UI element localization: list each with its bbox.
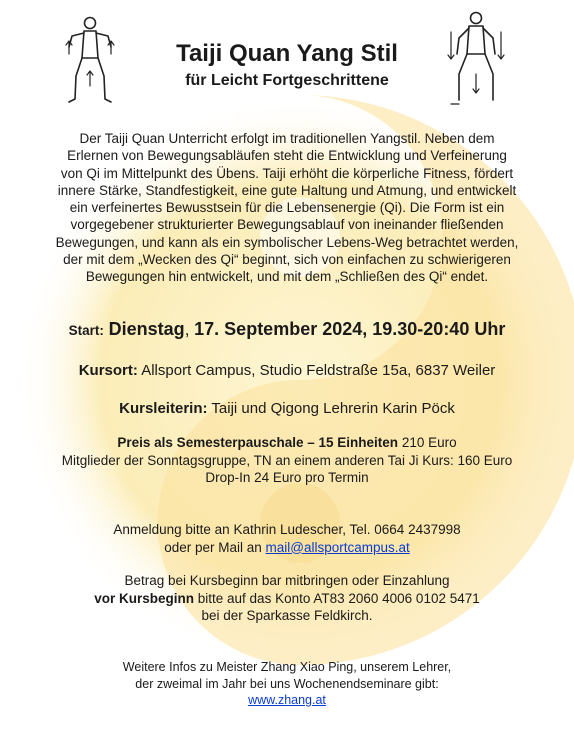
- intro-line: innere Stärke, Standfestigkeit, eine gute Haltung und Atmung, und entwickelt: [57, 182, 517, 198]
- intro-line: Der Taiji Quan Unterricht erfolgt im traditionellen Yangstil. Neben dem: [79, 131, 495, 146]
- contact-block: [0, 521, 574, 556]
- start-label: Start:: [68, 323, 104, 338]
- contact-phone-line: Anmeldung bitte an Kathrin Ludescher, Tel. 0664 2437998: [113, 522, 461, 537]
- price-value: 210 Euro: [401, 435, 457, 450]
- intro-line: von Qi im Mittelpunkt des Übens. Taiji erhöht die körperliche Fitness, fördert: [60, 165, 514, 181]
- start-separator: ,: [184, 320, 190, 339]
- price-dropin-line: Drop-In 24 Euro pro Termin: [205, 470, 369, 485]
- payment-line-3: bei der Sparkasse Feldkirch.: [201, 608, 373, 623]
- info-block: [0, 659, 574, 709]
- start-date-line: [0, 317, 574, 343]
- intro-paragraph: [14, 130, 560, 286]
- kursort-line: [0, 361, 574, 380]
- kursort-label: Kursort:: [78, 362, 138, 379]
- intro-line: vorgegebener strukturierter Bewegungsablauf von ineinander fließenden: [70, 217, 504, 233]
- price-block: [0, 434, 574, 487]
- page-subtitle: für Leicht Fortgeschrittene: [185, 72, 389, 89]
- intro-line: der mit dem „Wecken des Qi“ beginnt, sich von einfachen zu schwierigeren: [63, 252, 511, 268]
- info-line-2: der zweimal im Jahr bei uns Wochenendseminare gibt:: [135, 676, 439, 691]
- price-members-line: Mitglieder der Sonntagsgruppe, TN an einem anderen Tai Ji Kurs: 160 Euro: [61, 452, 513, 468]
- intro-line: ein verfeinertes Bewusstsein für die Lebensenergie (Qi). Die Form ist ein: [69, 200, 505, 216]
- price-line: [0, 434, 574, 452]
- page-title: Taiji Quan Yang Stil: [176, 40, 398, 67]
- start-datetime: 17. September 2024, 19.30-20:40 Uhr: [194, 319, 506, 339]
- kursleiterin-value: Taiji und Qigong Lehrerin Karin Pöck: [211, 400, 455, 417]
- intro-line: Bewegungen, und kann als ein symbolischer Lebens-Weg betrachtet werden,: [55, 234, 519, 250]
- kursort-value: Allsport Campus, Studio Feldstraße 15a, 6837 Weiler: [141, 362, 496, 379]
- payment-block: [0, 572, 574, 625]
- contact-mail-prefix: oder per Mail an: [164, 539, 262, 555]
- intro-line: Bewegungen hin entwickelt, und mit dem „Schließen des Qi“ endet.: [85, 269, 489, 285]
- kursleiterin-label: Kursleiterin:: [119, 400, 208, 417]
- header: [0, 39, 574, 91]
- contact-mail-line: [0, 539, 574, 557]
- start-day: Dienstag: [108, 319, 185, 339]
- payment-account: bitte auf das Konto AT83 2060 4006 0102 5471: [197, 590, 480, 606]
- info-line-1: Weitere Infos zu Meister Zhang Xiao Ping, unserem Lehrer,: [122, 660, 452, 674]
- price-label: Preis als Semesterpauschale – 15 Einheiten: [117, 435, 399, 450]
- email-link[interactable]: mail@allsportcampus.at: [265, 539, 410, 555]
- kursleiterin-line: [0, 399, 574, 418]
- website-link[interactable]: www.zhang.at: [248, 693, 326, 707]
- intro-line: Erlernen von Bewegungsabläufen steht die Entwicklung und Verfeinerung: [67, 148, 507, 164]
- payment-line-1: Betrag bei Kursbeginn bar mitbringen oder Einzahlung: [124, 573, 450, 588]
- payment-deadline: vor Kursbeginn: [94, 590, 194, 606]
- payment-line-2: [0, 590, 574, 608]
